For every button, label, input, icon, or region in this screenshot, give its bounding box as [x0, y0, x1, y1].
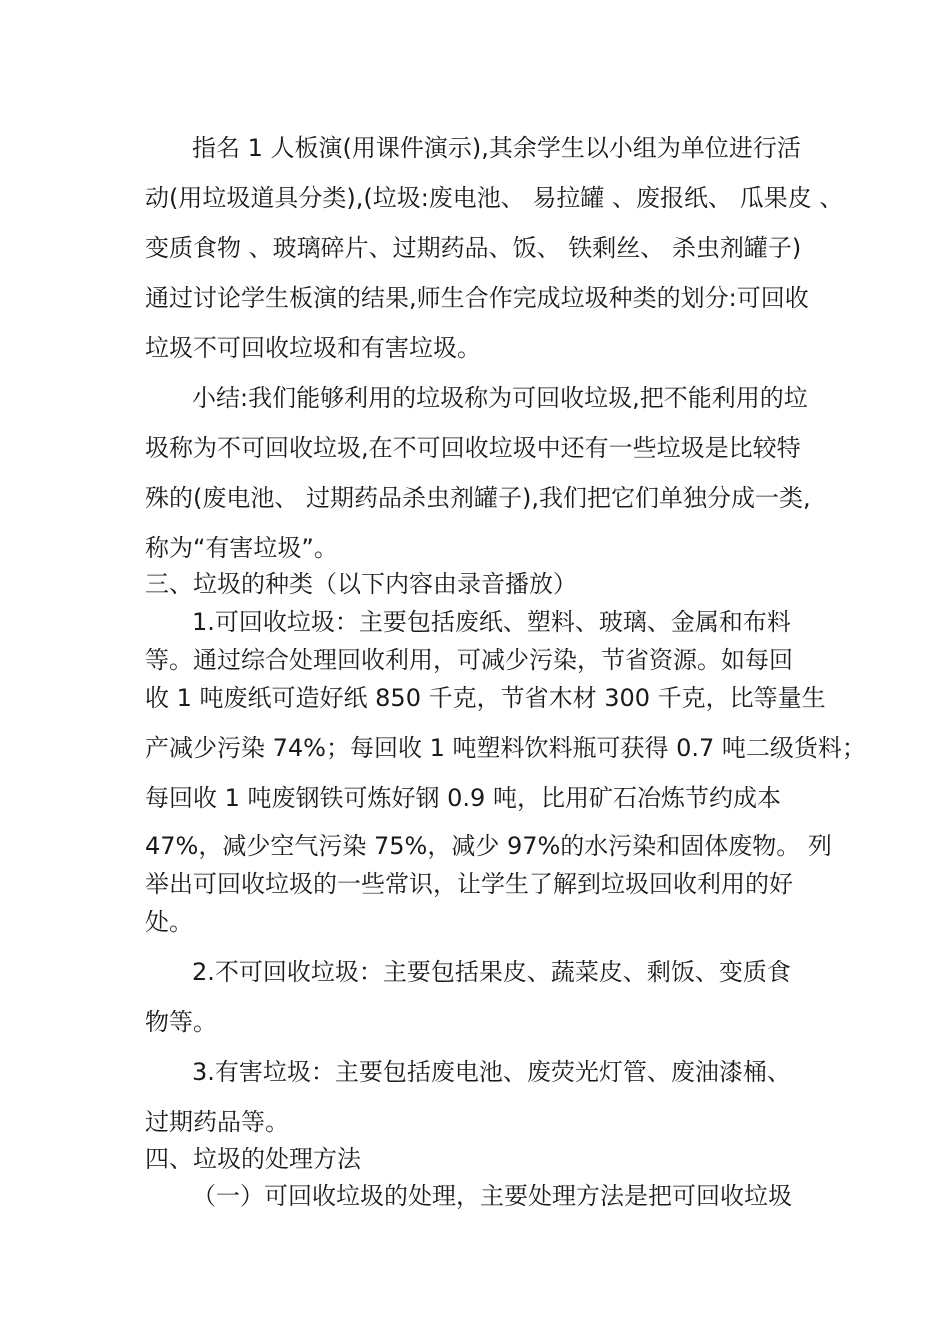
- text-line-21: 3.有害垃圾：主要包括废电池、废荧光灯管、废油漆桶、: [192, 1058, 791, 1086]
- text-line-8: 殊的(废电池、 过期药品杀虫剂罐子),我们把它们单独分成一类,: [145, 484, 811, 512]
- text-line-13: 收 1 吨废纸可造好纸 850 千克，节省木材 300 千克，比等量生: [145, 684, 826, 712]
- text-line-20: 物等。: [145, 1008, 217, 1036]
- text-line-5: 垃圾不可回收垃圾和有害垃圾。: [145, 334, 481, 362]
- text-line-14: 产减少污染 74%；每回收 1 吨塑料饮料瓶可获得 0.7 吨二级货料；: [145, 734, 866, 762]
- text-line-1: 指名 1 人板演(用课件演示),其余学生以小组为单位进行活: [192, 134, 801, 162]
- text-line-12: 等。通过综合处理回收利用，可减少污染，节省资源。如每回: [145, 646, 793, 674]
- text-line-19: 2.不可回收垃圾：主要包括果皮、蔬菜皮、剩饭、变质食: [192, 958, 791, 986]
- text-line-11: 1.可回收垃圾：主要包括废纸、塑料、玻璃、金属和布料: [192, 608, 791, 636]
- text-line-4: 通过讨论学生板演的结果,师生合作完成垃圾种类的划分:可回收: [145, 284, 809, 312]
- text-line-18: 处。: [145, 908, 193, 936]
- text-line-2: 动(用垃圾道具分类),(垃圾:废电池、 易拉罐 、废报纸、 瓜果皮 、: [145, 184, 844, 212]
- text-line-9: 称为“有害垃圾”。: [145, 534, 338, 562]
- section-heading-4: 四、垃圾的处理方法: [145, 1145, 361, 1173]
- text-line-3: 变质食物 、玻璃碎片、过期药品、饭、 铁剩丝、 杀虫剂罐子): [145, 234, 802, 262]
- text-line-7: 圾称为不可回收垃圾,在不可回收垃圾中还有一些垃圾是比较特: [145, 434, 801, 462]
- text-line-16: 47%，减少空气污染 75%，减少 97%的水污染和固体废物。 列: [145, 832, 832, 860]
- text-line-22: 过期药品等。: [145, 1108, 289, 1136]
- text-line-24: （一）可回收垃圾的处理，主要处理方法是把可回收垃圾: [192, 1182, 792, 1210]
- text-line-15: 每回收 1 吨废钢铁可炼好钢 0.9 吨，比用矿石冶炼节约成本: [145, 784, 781, 812]
- section-heading-3: 三、垃圾的种类（以下内容由录音播放）: [145, 570, 577, 598]
- text-line-6: 小结:我们能够利用的垃圾称为可回收垃圾,把不能利用的垃: [192, 384, 808, 412]
- text-line-17: 举出可回收垃圾的一些常识，让学生了解到垃圾回收利用的好: [145, 870, 793, 898]
